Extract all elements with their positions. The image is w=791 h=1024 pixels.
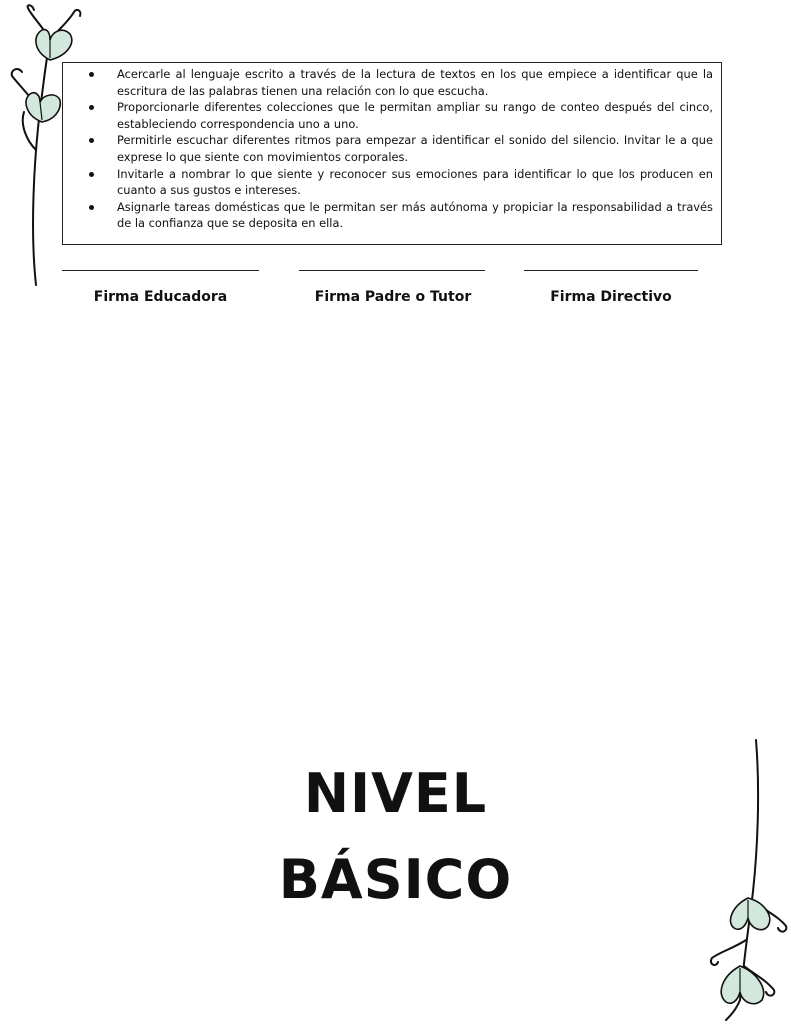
recommendation-item: Permitirle escuchar diferentes ritmos para empezar a identificar el sonido del silencio. Invitar le a que exprese lo que siente con movimientos corporales. [85,132,713,165]
vine-decoration-bottom-right-icon [690,730,791,1024]
recommendation-item: Acercarle al lenguaje escrito a través de la lectura de textos en los que empiece a identificar que la escritura de las palabras tienen una relación con lo que escucha. [85,66,713,99]
recommendations-box [62,62,722,245]
level-title-line2: BÁSICO [278,848,513,911]
recommendation-item: Asignarle tareas domésticas que le permitan ser más autónoma y propiciar la responsabilidad a través de la confianza que se deposita en ella. [85,199,713,232]
signature-label-parent: Firma Padre o Tutor [314,289,472,305]
signature-line-educator [62,270,259,271]
recommendations-list [85,66,713,232]
level-title-line1: NIVEL [303,762,488,825]
signature-label-educator: Firma Educadora [93,289,228,305]
signature-line-parent [299,270,485,271]
signature-label-director: Firma Directivo [550,289,672,305]
recommendation-item: Proporcionarle diferentes colecciones que le permitan ampliar su rango de conteo después del cinco, estableciendo correspondencia uno a uno. [85,99,713,132]
signature-line-director [524,270,698,271]
recommendation-item: Invitarle a nombrar lo que siente y reconocer sus emociones para identificar lo que los producen en cuanto a sus gustos e intereses. [85,166,713,199]
